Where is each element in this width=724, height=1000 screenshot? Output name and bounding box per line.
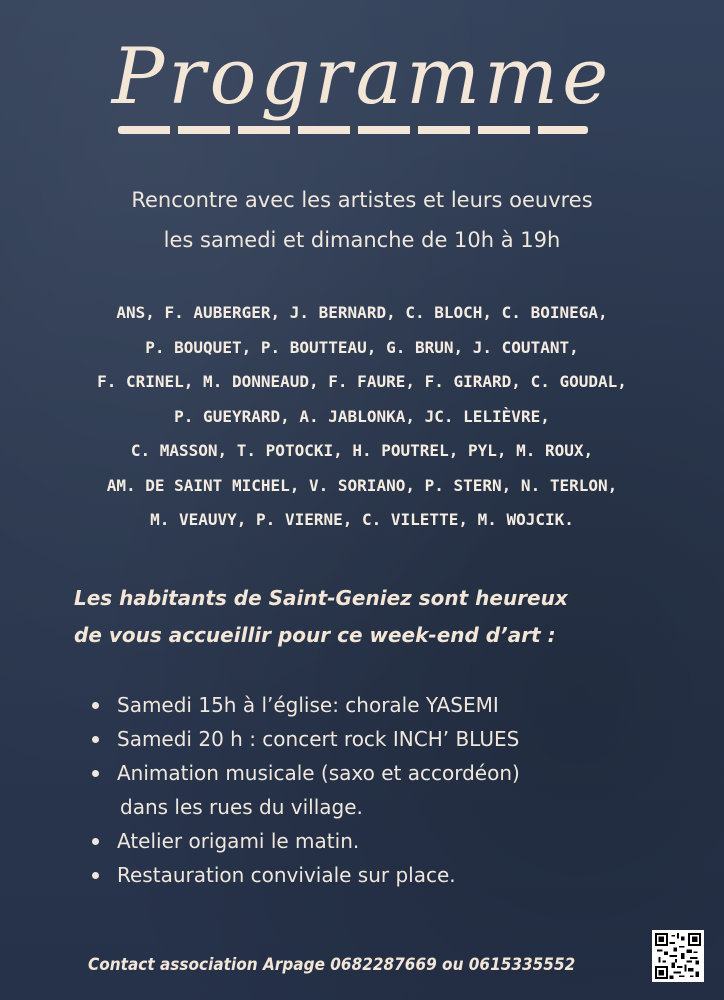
artist-line: F. CRINEL, M. DONNEAUD, F. FAURE, F. GIRARD, C. GOUDAL, (97, 372, 627, 391)
artist-line: AM. DE SAINT MICHEL, V. SORIANO, P. STERN, N. TERLON, (106, 475, 618, 495)
bullet-icon (92, 838, 99, 845)
program-item-label: Samedi 15h à l’église: chorale YASEMI (117, 693, 499, 717)
program-item (92, 858, 692, 892)
program-item-label: Atelier origami le matin. (117, 829, 360, 853)
qr-code-icon[interactable] (652, 930, 704, 982)
program-list (92, 688, 692, 892)
program-item-label: Restauration conviviale sur place. (117, 863, 456, 887)
bullet-icon (92, 872, 99, 879)
subtitle-line-1: Rencontre avec les artistes et leurs oeuvres (131, 188, 593, 212)
welcome-text (74, 580, 694, 654)
program-item-label: Samedi 20 h : concert rock INCH’ BLUES (117, 727, 520, 751)
program-item (92, 688, 692, 722)
program-item-continuation: dans les rues du village. (120, 795, 363, 819)
bullet-icon (92, 702, 99, 709)
title-underline (118, 126, 588, 134)
program-item (92, 824, 692, 858)
program-item (92, 722, 692, 756)
artist-list (30, 296, 694, 538)
page-title: Programme (111, 32, 613, 122)
artist-line: P. BOUQUET, P. BOUTTEAU, G. BRUN, J. COUTANT, (145, 337, 579, 357)
artist-line: M. VEAUVY, P. VIERNE, C. VILETTE, M. WOJCIK. (150, 510, 574, 529)
artist-line: ANS, F. AUBERGER, J. BERNARD, C. BLOCH, C. BOINEGA, (116, 303, 608, 322)
bullet-icon (92, 770, 99, 777)
program-item-label: Animation musicale (saxo et accordéon) (117, 761, 520, 785)
contact-info: Contact association Arpage 0682287669 ou 0615335552 (88, 955, 576, 975)
artist-line: C. MASSON, T. POTOCKI, H. POUTREL, PYL, M. ROUX, (130, 441, 594, 460)
bullet-icon (92, 736, 99, 743)
welcome-line-2: de vous accueillir pour ce week-end d’art : (74, 623, 556, 647)
subtitle-line-2: les samedi et dimanche de 10h à 19h (163, 228, 561, 252)
program-item (92, 756, 692, 824)
welcome-line-1: Les habitants de Saint-Geniez sont heureux (74, 586, 568, 610)
artist-line: P. GUEYRARD, A. JABLONKA, JC. LELIÈVRE, (174, 406, 550, 426)
